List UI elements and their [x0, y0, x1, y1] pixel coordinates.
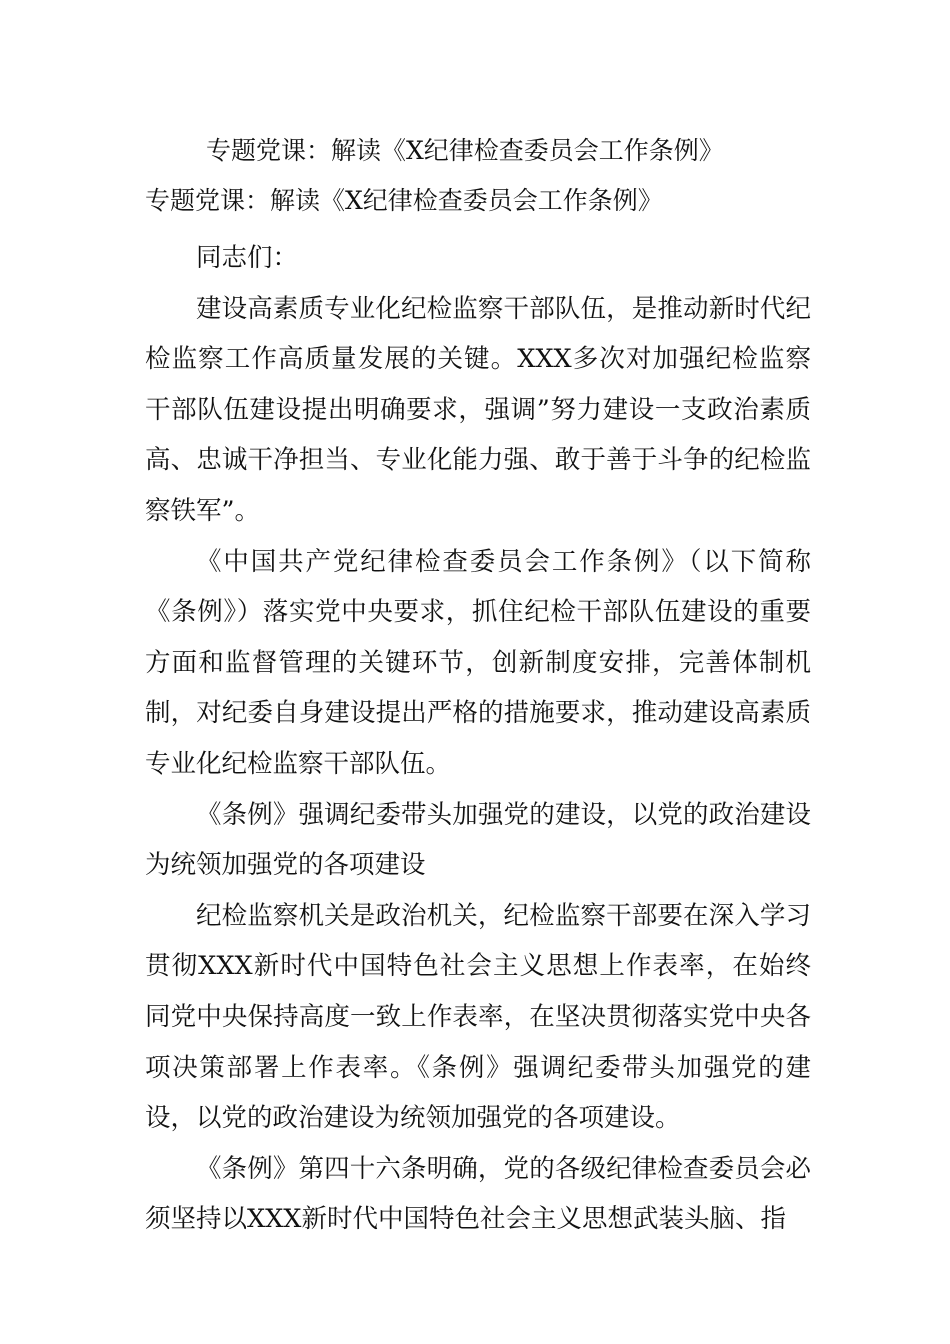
document-title: 专题党课：解读《X纪律检查委员会工作条例》 [206, 136, 724, 165]
body-paragraph: 建设高素质专业化纪检监察干部队伍，是推动新时代纪检监察工作高质量发展的关键。XXX多次对加强纪检监察干部队伍建设提出明确要求，强调”努力建设一支政治素质高、忠诚干净担当、专业化能力强、敢于善于斗争的纪检监察铁军”。 [145, 293, 811, 526]
document-body [145, 233, 811, 1245]
body-paragraph: 《条例》第四十六条明确，党的各级纪律检查委员会必须坚持以XXX新时代中国特色社会主义思想武装头脑、指 [145, 1153, 811, 1235]
greeting-paragraph: 同志们： [196, 243, 299, 273]
body-paragraph: 《中国共产党纪律检查委员会工作条例》（以下简称《条例》）落实党中央要求，抓住纪检干部队伍建设的重要方面和监督管理的关键环节，创新制度安排，完善体制机制，对纪委自身建设提出严格的措施要求，推动建设高素质专业化纪检监察干部队伍。 [145, 546, 811, 779]
body-paragraph: 纪检监察机关是政治机关，纪检监察干部要在深入学习贯彻XXX新时代中国特色社会主义思想上作表率，在始终同党中央保持高度一致上作表率，在坚决贯彻落实党中央各项决策部署上作表率。《条例》强调纪委带头加强党的建设，以党的政治建设为统领加强党的各项建设。 [145, 900, 811, 1134]
section-heading-paragraph: 《条例》强调纪委带头加强党的建设，以党的政治建设为统领加强党的各项建设 [145, 799, 811, 881]
document-subtitle: 专题党课：解读《X纪律检查委员会工作条例》 [145, 186, 663, 215]
